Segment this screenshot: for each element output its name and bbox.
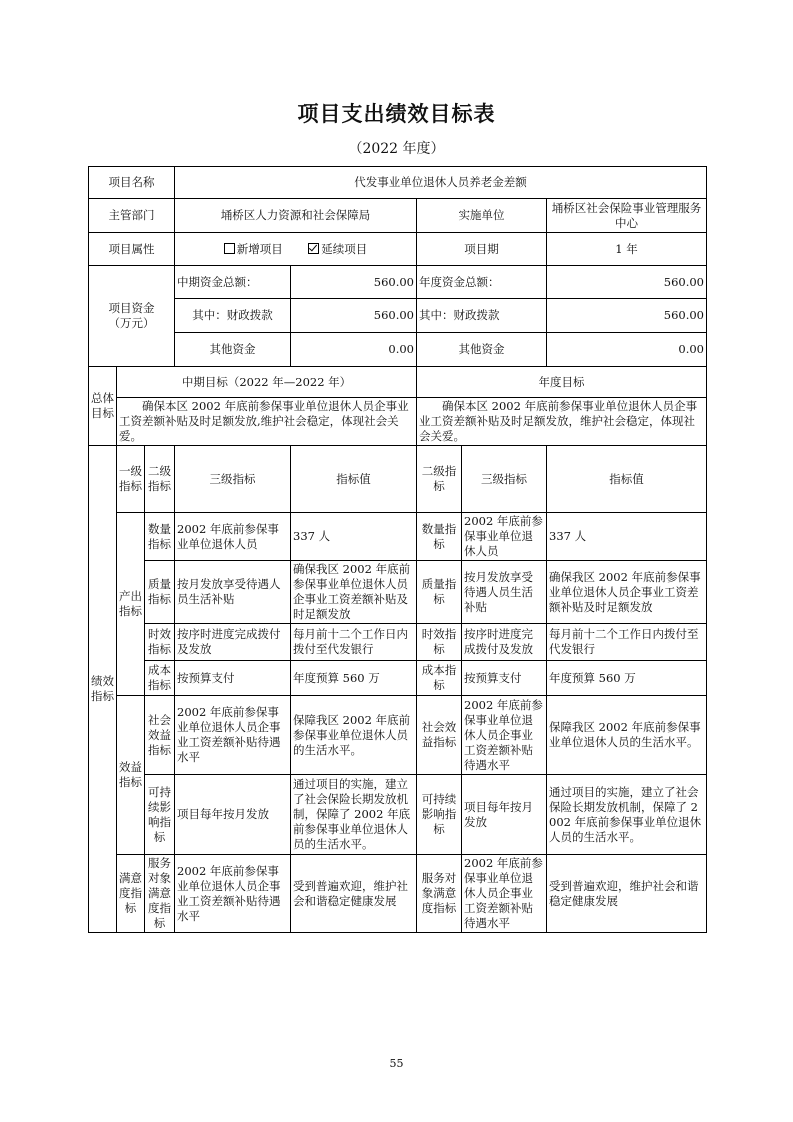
category-benefit: 效益指标 <box>117 696 145 855</box>
timeliness-l2-year: 时效指标 <box>417 624 462 661</box>
table-row <box>89 696 707 775</box>
timeliness-l3-year: 按序时进度完成拨付及发放 <box>462 624 547 661</box>
mid-other-label: 其他资金 <box>175 333 291 367</box>
project-name-value: 代发事业单位退休人员养老金差额 <box>175 167 707 199</box>
mid-goal-text: 确保本区 2002 年底前参保事业单位退休人员企事业工资差额补贴及时足额发放,维护社会稳定，体现社会关爱。 <box>117 398 417 446</box>
header-level3: 三级指标 <box>175 446 291 513</box>
table-row <box>89 775 707 855</box>
mid-fiscal-value: 560.00 <box>291 299 417 333</box>
performance-table <box>88 166 707 933</box>
sustain-value-year: 通过项目的实施，建立了社会保险长期发放机制，保障了 2002 年底前参保事业单位退休人员的生活水平。 <box>547 775 707 855</box>
checkbox-new-icon <box>224 243 235 254</box>
year-other-value: 0.00 <box>547 333 707 367</box>
attr-continue-label: 延续项目 <box>321 241 368 256</box>
year-total-label: 年度资金总额： <box>417 266 547 299</box>
checkbox-continue-checked-icon <box>308 243 319 254</box>
funds-label-line2: （万元） <box>108 316 155 330</box>
quality-l2-year: 质量指标 <box>417 561 462 624</box>
category-satisfaction: 满意度指标 <box>117 855 145 933</box>
project-name-label: 项目名称 <box>89 167 175 199</box>
attr-options <box>175 233 417 266</box>
header-level3-year: 三级指标 <box>462 446 547 513</box>
mid-total-label: 中期资金总额： <box>175 266 291 299</box>
cost-l3-year: 按预算支付 <box>462 661 547 696</box>
social-value-year: 保障我区 2002 年底前参保事业单位退休人员的生活水平。 <box>547 696 707 775</box>
table-row <box>89 561 707 624</box>
mid-goal-header: 中期目标（2022 年—2022 年） <box>117 367 417 398</box>
mid-other-value: 0.00 <box>291 333 417 367</box>
quantity-value: 337 人 <box>291 513 417 561</box>
year-fiscal-value: 560.00 <box>547 299 707 333</box>
attr-label: 项目属性 <box>89 233 175 266</box>
satisfaction-l3: 2002 年底前参保事业单位退休人员企事业工资差额补贴待遇水平 <box>175 855 291 933</box>
cost-value: 年度预算 560 万 <box>291 661 417 696</box>
timeliness-value: 每月前十二个工作日内拨付至代发银行 <box>291 624 417 661</box>
year-fiscal-label: 其中：财政拨款 <box>417 299 547 333</box>
satisfaction-l2-year: 服务对象满意度指标 <box>417 855 462 933</box>
header-value: 指标值 <box>291 446 417 513</box>
sustain-l3: 项目每年按月发放 <box>175 775 291 855</box>
timeliness-value-year: 每月前十二个工作日内拨付至代发银行 <box>547 624 707 661</box>
quality-l3-year: 按月发放享受待遇人员生活补贴 <box>462 561 547 624</box>
funds-label <box>89 266 175 367</box>
quality-l3: 按月发放享受待遇人员生活补贴 <box>175 561 291 624</box>
social-l3-year: 2002 年底前参保事业单位退休人员企事业工资差额补贴待遇水平 <box>462 696 547 775</box>
mid-fiscal-label: 其中：财政拨款 <box>175 299 291 333</box>
quantity-l3: 2002 年底前参保事业单位退休人员 <box>175 513 291 561</box>
cost-l3: 按预算支付 <box>175 661 291 696</box>
page-number: 55 <box>389 1057 404 1070</box>
period-value: 1 年 <box>547 233 707 266</box>
social-value: 保障我区 2002 年底前参保事业单位退休人员的生活水平。 <box>291 696 417 775</box>
funds-label-line1: 项目资金 <box>108 301 155 315</box>
year-goal-header: 年度目标 <box>417 367 707 398</box>
satisfaction-l3-year: 2002 年底前参保事业单位退休人员企事业工资差额补贴待遇水平 <box>462 855 547 933</box>
satisfaction-value-year: 受到普遍欢迎，维护社会和谐稳定健康发展 <box>547 855 707 933</box>
dept-value: 埇桥区人力资源和社会保障局 <box>175 199 417 233</box>
year-goal-text: 确保本区 2002 年底前参保事业单位退休人员企事业工资差额补贴及时足额发放，维护社会稳定，体现社会关爱。 <box>417 398 707 446</box>
mid-total-value: 560.00 <box>291 266 417 299</box>
quantity-l2-year: 数量指标 <box>417 513 462 561</box>
perf-label: 绩效指标 <box>89 446 117 933</box>
quantity-l2: 数量指标 <box>145 513 175 561</box>
sustain-l2-year: 可持续影响指标 <box>417 775 462 855</box>
header-level2: 二级指标 <box>145 446 175 513</box>
social-l2-year: 社会效益指标 <box>417 696 462 775</box>
quality-value-year: 确保我区 2002 年底前参保事业单位退休人员企事业工资差额补贴及时足额发放 <box>547 561 707 624</box>
quality-value: 确保我区 2002 年底前参保事业单位退休人员企事业工资差额补贴及时足额发放 <box>291 561 417 624</box>
year-total-value: 560.00 <box>547 266 707 299</box>
sustain-l2: 可持续影响指标 <box>145 775 175 855</box>
cost-l2-year: 成本指标 <box>417 661 462 696</box>
impl-value: 埇桥区社会保险事业管理服务中心 <box>547 199 707 233</box>
quantity-l3-year: 2002 年底前参保事业单位退休人员 <box>462 513 547 561</box>
social-l3: 2002 年底前参保事业单位退休人员企事业工资差额补贴待遇水平 <box>175 696 291 775</box>
year-subtitle: （2022 年度） <box>348 141 445 157</box>
page-title: 项目支出绩效目标表 <box>297 102 496 126</box>
sustain-value: 通过项目的实施，建立了社会保险长期发放机制，保障了 2002 年底前参保事业单位退休人员的生活水平。 <box>291 775 417 855</box>
satisfaction-l2: 服务对象满意度指标 <box>145 855 175 933</box>
header-value-year: 指标值 <box>547 446 707 513</box>
cost-l2: 成本指标 <box>145 661 175 696</box>
attr-new-label: 新增项目 <box>236 241 283 256</box>
timeliness-l2: 时效指标 <box>145 624 175 661</box>
table-row <box>89 513 707 561</box>
year-other-label: 其他资金 <box>417 333 547 367</box>
table-row <box>89 855 707 933</box>
table-row <box>89 661 707 696</box>
impl-label: 实施单位 <box>417 199 547 233</box>
goals-label: 总体目标 <box>89 367 117 446</box>
quantity-value-year: 337 人 <box>547 513 707 561</box>
period-label: 项目期 <box>417 233 547 266</box>
timeliness-l3: 按序时进度完成拨付及发放 <box>175 624 291 661</box>
table-row <box>89 624 707 661</box>
dept-label: 主管部门 <box>89 199 175 233</box>
cost-value-year: 年度预算 560 万 <box>547 661 707 696</box>
sustain-l3-year: 项目每年按月发放 <box>462 775 547 855</box>
quality-l2: 质量指标 <box>145 561 175 624</box>
header-level2-year: 二级指标 <box>417 446 462 513</box>
social-l2: 社会效益指标 <box>145 696 175 775</box>
category-output: 产出指标 <box>117 513 145 696</box>
header-level1: 一级指标 <box>117 446 145 513</box>
satisfaction-value: 受到普遍欢迎，维护社会和谐稳定健康发展 <box>291 855 417 933</box>
